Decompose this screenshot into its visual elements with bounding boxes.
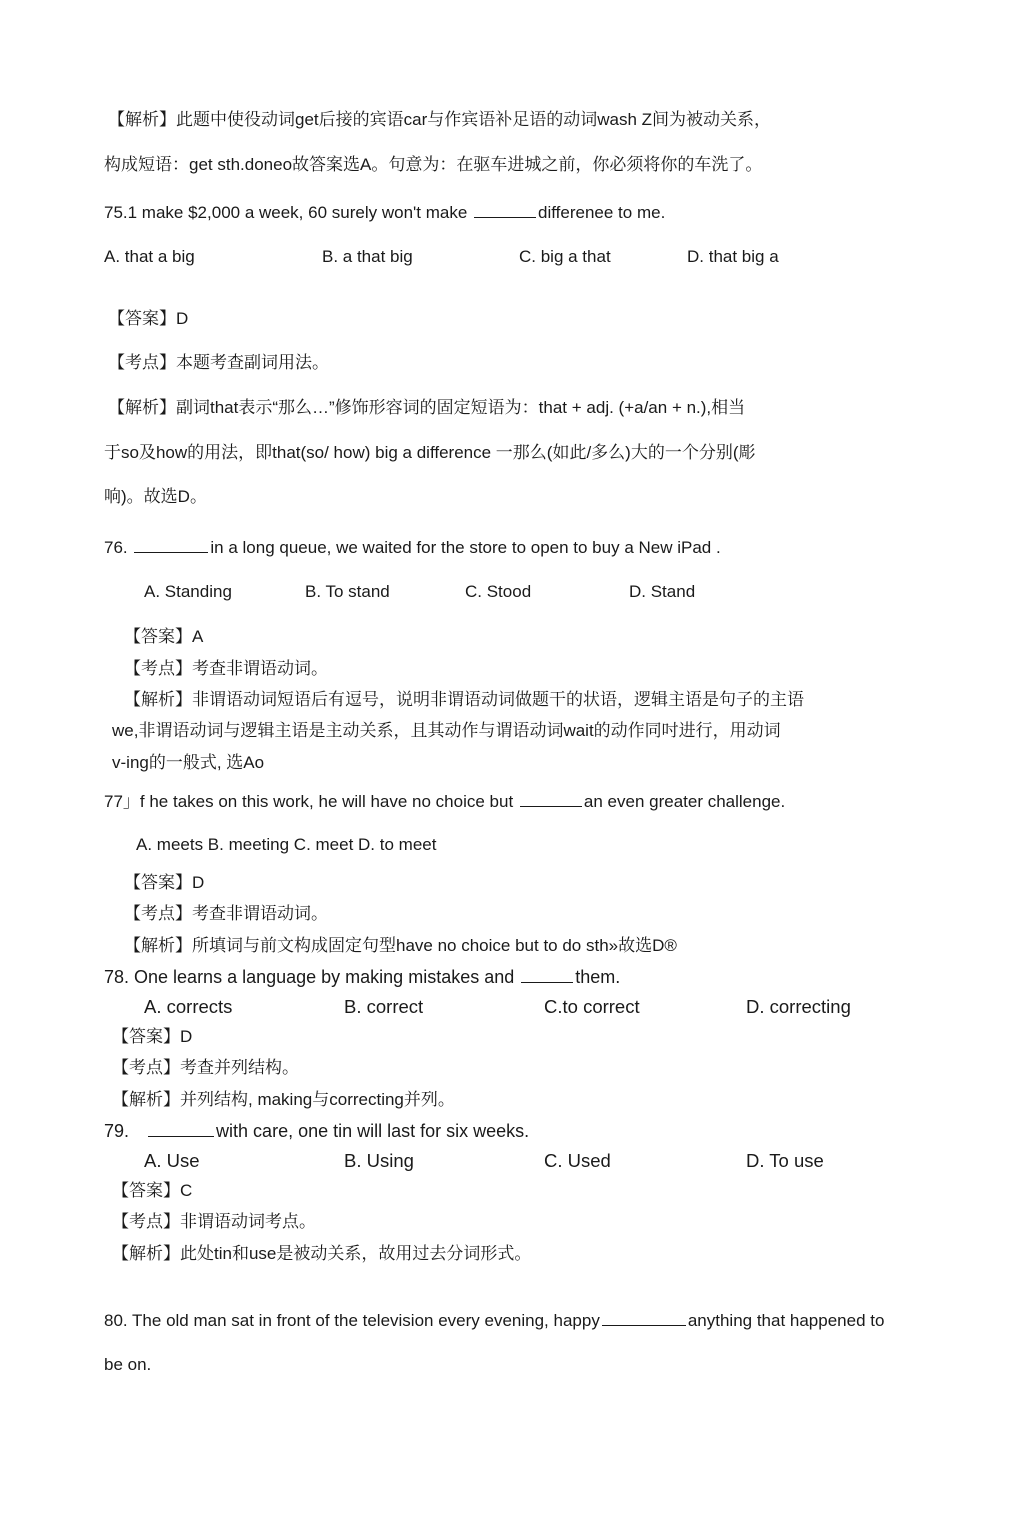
- option-c: C. Stood: [465, 582, 532, 601]
- stem-pre: 76.: [104, 538, 128, 557]
- point-77: 【考点】考查非谓语动词。: [124, 904, 328, 923]
- option-c: C.to correct: [544, 996, 640, 1017]
- answer-78: 【答案】D: [112, 1027, 193, 1046]
- option-c: C. Used: [544, 1150, 611, 1171]
- option-b: B. a that big: [322, 247, 413, 266]
- answer-blank: [521, 966, 573, 983]
- stem-post: them.: [575, 967, 621, 987]
- option-b: B. correct: [344, 996, 424, 1017]
- stem-pre: 80. The old man sat in front of the television every evening, happy: [104, 1311, 600, 1330]
- option-a: A. that a big: [104, 247, 195, 266]
- point-75: 【考点】本题考查副词用法。: [108, 353, 329, 372]
- answer-blank: [602, 1309, 686, 1326]
- explain-75-line-1: 【解析】副词that表示“那么…”修饰形容词的固定短语为：that + adj. (+a/an + n.),相当: [108, 398, 746, 417]
- answer-75: 【答案】D: [108, 309, 189, 328]
- question-80-stem-line-2: be on.: [104, 1355, 152, 1374]
- explain-75-line-3: 响)。故选D。: [104, 487, 207, 506]
- stem-pre: 79.: [104, 1121, 130, 1141]
- point-76: 【考点】考查非谓语动词。: [124, 659, 328, 678]
- explain-75-line-2: 于so及how的用法，即that(so/ how) big a difference 一那么(如此/多么)大的一个分别(彫: [104, 443, 756, 462]
- stem-post: with care, one tin will last for six weeks.: [216, 1121, 530, 1141]
- answer-blank: [134, 536, 208, 553]
- explain-77-line-1: 【解析】所填词与前文构成固定句型have no choice but to do sth»故选D®: [124, 936, 677, 955]
- explain-76-line-2: we,非谓语动词与逻辑主语是主动关系，且其动作与谓语动词wait的动作同吋进行，用动词: [112, 721, 781, 740]
- option-a: A. Use: [144, 1150, 200, 1171]
- option-d: D. Stand: [629, 582, 696, 601]
- stem-post: in a long queue, we waited for the store to open to buy a New iPad .: [210, 538, 721, 557]
- explain-76-line-3: v-ing的一般式, 选Ao: [112, 753, 265, 772]
- option-b: B. To stand: [305, 582, 390, 601]
- question-80-stem: [104, 1309, 884, 1332]
- answer-76: 【答案】A: [124, 627, 204, 646]
- explain-79-line-1: 【解析】此处tin和use是被动关系，故用过去分词形式。: [112, 1244, 532, 1263]
- stem-post: anything that happened to: [687, 1311, 885, 1330]
- option-d: D. that big a: [687, 247, 779, 266]
- option-a: A. Standing: [144, 582, 232, 601]
- question-76-stem: [104, 536, 721, 559]
- point-79: 【考点】非谓语动词考点。: [112, 1212, 316, 1231]
- prev-explain-line-1: 【解析】此题中使役动词get后接的宾语car与作宾语补足语的动词wash Z间为被动关系，: [108, 110, 772, 129]
- option-d: D. correcting: [746, 996, 851, 1017]
- explain-78-line-1: 【解析】并列结构, making与correcting并列。: [112, 1090, 455, 1109]
- option-a: A. corrects: [144, 996, 233, 1017]
- point-78: 【考点】考查并列结构。: [112, 1058, 299, 1077]
- answer-blank: [148, 1120, 214, 1137]
- answer-blank: [474, 201, 536, 218]
- option-d: D. To use: [746, 1150, 824, 1171]
- question-75-stem: [104, 201, 665, 224]
- options-77: A. meets B. meeting C. meet D. to meet: [136, 835, 437, 854]
- stem-pre: 75.1 make $2,000 a week, 60 surely won't make: [104, 203, 468, 222]
- option-b: B. Using: [344, 1150, 414, 1171]
- question-77-stem: [104, 790, 785, 813]
- question-79-stem: [104, 1120, 529, 1142]
- stem-post: an even greater challenge.: [583, 792, 786, 811]
- question-78-stem: [104, 966, 620, 988]
- option-c: C. big a that: [519, 247, 611, 266]
- prev-explain-line-2: 构成短语：get sth.doneo故答案选A。句意为：在驱车进城之前，你必须将你的车洗了。: [104, 155, 763, 174]
- stem-pre: 78. One learns a language by making mistakes and: [104, 967, 515, 987]
- answer-77: 【答案】D: [124, 873, 205, 892]
- answer-79: 【答案】C: [112, 1181, 193, 1200]
- stem-pre: 77」f he takes on this work, he will have no choice but: [104, 792, 514, 811]
- answer-blank: [520, 790, 582, 807]
- stem-post: differenee to me.: [538, 203, 666, 222]
- explain-76-line-1: 【解析】非谓语动词短语后有逗号，说明非谓语动词做题干的状语，逻辑主语是句子的主语: [124, 690, 804, 709]
